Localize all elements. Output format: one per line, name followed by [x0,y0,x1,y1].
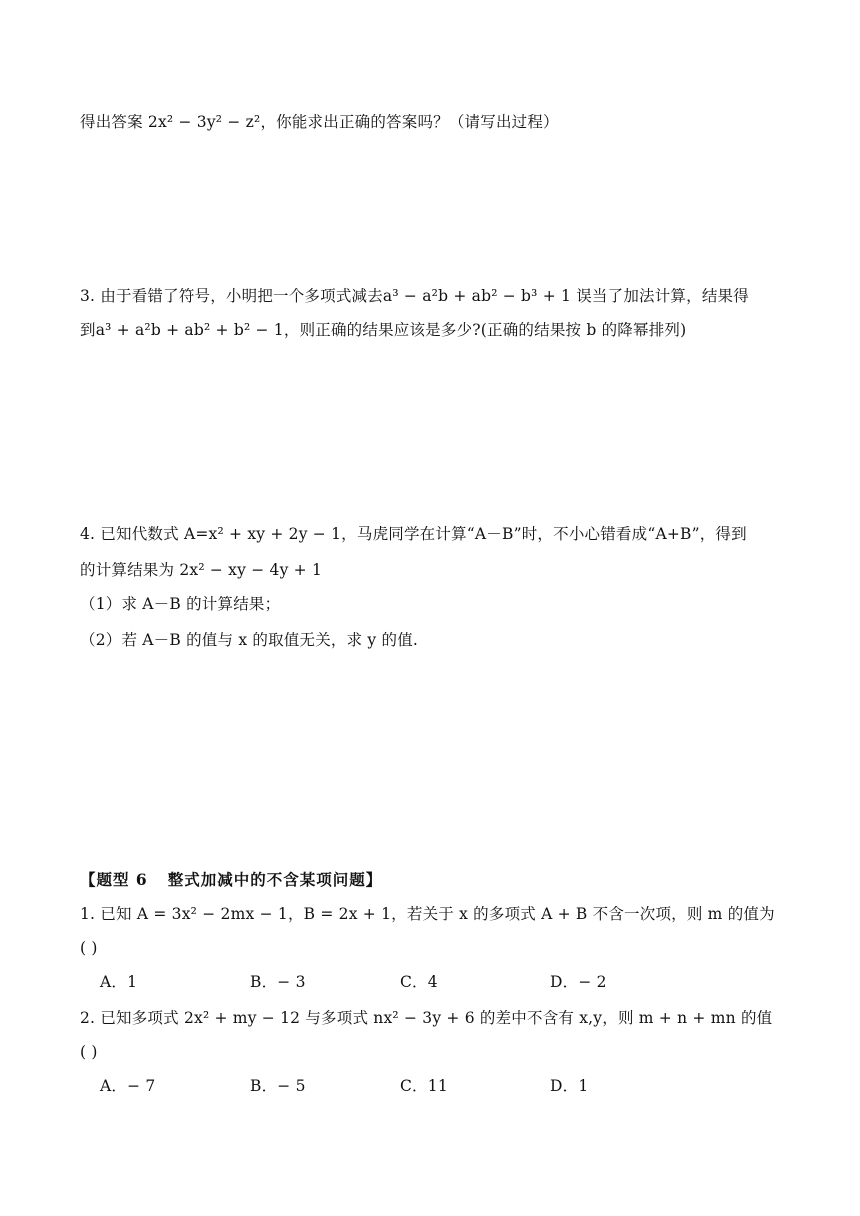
question-4-part-2: （2）若 A－B 的值与 x 的取值无关，求 y 的值. [80,631,419,649]
question-2-continuation: 得出答案 2x² − 3y² − z²，你能求出正确的答案吗？（请写出过程） [80,113,559,131]
option-a: A．1 [100,973,138,991]
section-6-question-2-line-2: ( ) [80,1043,98,1061]
section-6-title [80,868,780,892]
option-d: D．1 [550,1077,589,1095]
question-3-line-1: 3. 由于看错了符号，小明把一个多项式减去a³ − a²b + ab² − b³ + 1 误当了加法计算，结果得 [80,287,749,305]
question-3-line-2: 到a³ + a²b + ab² + b² − 1，则正确的结果应该是多少?(正确的结果按 b 的降幂排列) [80,321,687,339]
option-b: B．− 3 [250,973,306,991]
section-6-question-1-line-1: 1. 已知 A = 3x² − 2mx − 1，B = 2x + 1，若关于 x 的多项式 A + B 不含一次项，则 m 的值为 [80,905,775,923]
section-6-title-left: 【题型 6 [80,870,148,889]
question-4-line-1: 4. 已知代数式 A=x² + xy + 2y − 1，马虎同学在计算“A－B”时，不小心错看成“A+B”，得到 [80,525,747,543]
option-c: C．4 [400,973,438,991]
option-d: D．− 2 [550,973,607,991]
section-6-question-1-options [100,970,660,994]
section-6-question-2-options [100,1074,660,1098]
question-4-part-1: （1）求 A－B 的计算结果； [80,595,281,613]
option-c: C．11 [400,1077,448,1095]
question-4-line-2: 的计算结果为 2x² − xy − 4y + 1 [80,561,323,579]
option-b: B．− 5 [250,1077,306,1095]
section-6-question-1-line-2: ( ) [80,939,98,957]
section-6-question-2-line-1: 2. 已知多项式 2x² + my − 12 与多项式 nx² − 3y + 6 的差中不含有 x,y，则 m + n + mn 的值 [80,1009,773,1027]
section-6-title-right: 整式加减中的不含某项问题】 [167,870,383,889]
option-a: A．− 7 [100,1077,156,1095]
